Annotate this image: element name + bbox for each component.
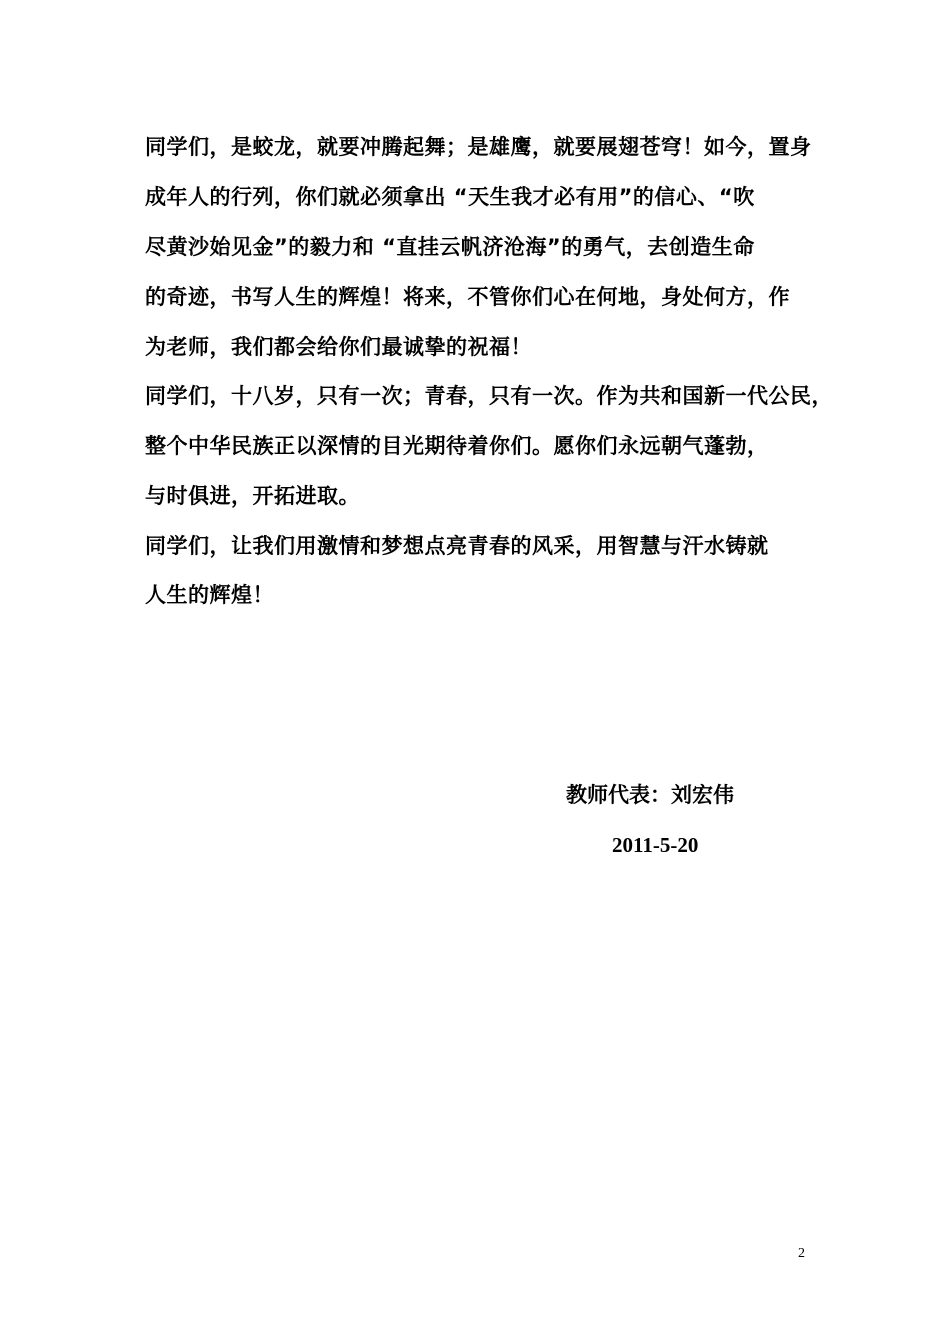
body-line-6: 同学们，十八岁，只有一次；青春，只有一次。作为共和国新一代公民， xyxy=(145,384,833,408)
body-line-8: 与时俱进，开拓进取。 xyxy=(145,484,360,508)
body-line-10: 人生的辉煌！ xyxy=(145,583,274,607)
body-line-7: 整个中华民族正以深情的目光期待着你们。愿你们永远朝气蓬勃， xyxy=(145,434,769,458)
body-line-1: 同学们，是蛟龙，就要冲腾起舞；是雄鹰，就要展翅苍穹！如今，置身 xyxy=(145,135,812,159)
page-number: 2 xyxy=(798,1246,805,1261)
body-line-2: 成年人的行列，你们就必须拿出 “天生我才必有用”的信心、“吹 xyxy=(145,185,755,209)
signature-author: 教师代表：刘宏伟 xyxy=(566,783,734,807)
signature-date: 2011-5-20 xyxy=(612,833,699,857)
body-line-5: 为老师，我们都会给你们最诚挚的祝福！ xyxy=(145,335,532,359)
body-line-9: 同学们，让我们用激情和梦想点亮青春的风采，用智慧与汗水铸就 xyxy=(145,534,769,558)
body-line-4: 的奇迹，书写人生的辉煌！将来，不管你们心在何地，身处何方，作 xyxy=(145,285,790,309)
body-line-3: 尽黄沙始见金”的毅力和 “直挂云帆济沧海”的勇气，去创造生命 xyxy=(145,235,755,259)
